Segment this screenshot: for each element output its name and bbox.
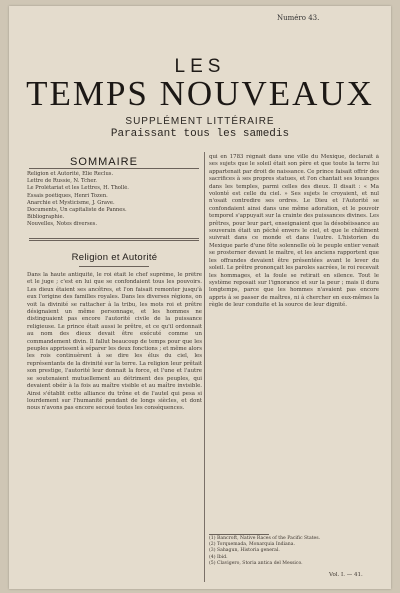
article-title: Religion et Autorité xyxy=(71,252,158,263)
divider xyxy=(29,240,199,241)
divider xyxy=(79,266,149,267)
footnote: (2) Torquemada, Monarquia Indiana. xyxy=(209,542,295,548)
masthead-frequency: Paraissant tous les samedis xyxy=(110,128,290,140)
footnote: (5) Clavigero, Storia antica del Messico. xyxy=(209,560,303,566)
sommaire-item: Religion et Autorité, Élie Reclus. xyxy=(27,171,114,177)
sommaire-item: Nouvelles, Notes diverses. xyxy=(27,221,97,228)
article-column-left: Dans la haute antiquité, le roi était le chef suprême, le prêtre et le juge ; c'est en lui que se confondaient tous les pouvoirs. Les dieux étaient ses ancêtres, et l'on faisait remonter jusqu'à eux l'origine des familles royales. Dans les diverses régions, on voit la divinité se rattacher à la tribu, les mots roi et prêtre désignaient un même personnage, et les hommes ne distinguaient pas encore l'autorité civile de la puissance religieuse. Le prince était aussi le prêtre, et ce qu'il ordonnait au nom des dieux devait être exécuté comme un commandement divin. Il fallut beaucoup de temps pour que les peuples apprissent à séparer les deux fonctions ; et même alors les rois continuèrent à se dire les élus du ciel, les représentants de la divinité sur la terre. La religion leur prêtait son prestige, l'autorité leur donnait la force, et l'une et l'autre se soutenaient mutuellement au détriment des peuples, qui devaient obéir à la fois au maître visible et au maître invisible. Ainsi s'établit cette alliance du trône et de l'autel qui pesa si lourdement sur l'humanité pendant de longs siècles, et dont nous n'avons pas encore secoué toutes les conséquences. xyxy=(27,272,202,412)
sommaire-item: Le Prolétariat et les Lettres, H. Thollé. xyxy=(27,185,129,192)
article-column-right: qui en 1783 régnait dans une ville du Mexique, déclarait à ses sujets que le soleil était son père et que toute la terre lui appartenait par droit de naissance. Ce prince faisait offrir des sacrifices à ses propres statues, et l'on chantait ses louanges dans les temples, parmi celles des dieux. Il disait : « Ma volonté est celle du ciel. » Ses sujets le croyaient, et nul n'osait contredire ses ordres. Le Dieu et l'Autorité se confondaient ainsi dans une même adoration, et le pouvoir temporel s'appuyait sur la crainte des puissances divines. Les prêtres, pour leur part, enseignaient que la désobéissance au souverain était un péché envers le ciel, et que le châtiment suivrait dans ce monde et dans l'autre. L'historien du Mexique parle d'une fête solennelle où le peuple entier venait se prosterner devant le maître, et les anciens rapportent que les offrandes devaient être présentées avant le lever du soleil. Le prêtre prononçait les paroles sacrées, le roi recevait les hommages, et la foule se retirait en silence. Tout le système reposait sur l'ignorance et sur la peur ; mais il dura longtemps, parce que les hommes n'avaient pas encore appris à se passer de maîtres, ni à chercher en eux-mêmes la règle de leur conduite et la source de leur dignité. xyxy=(209,154,379,309)
masthead-title: TEMPS NOUVEAUX xyxy=(26,74,374,113)
footnote: (4) Ibid. xyxy=(209,554,228,560)
divider xyxy=(29,168,199,169)
volume-number: Vol. I. — 41. xyxy=(329,572,363,578)
sommaire-item: Lettre de Russie, N. Tcher. xyxy=(27,178,97,185)
sommaire-item: Documents, Un capitaliste de Pannes. xyxy=(27,207,127,214)
masthead-supplement: SUPPLÉMENT LITTÉRAIRE xyxy=(125,116,275,127)
footnote: (3) Sahagun, Historia general. xyxy=(209,548,280,554)
sommaire-title: SOMMAIRE xyxy=(70,156,138,168)
divider xyxy=(29,238,199,239)
newspaper-page xyxy=(9,6,391,589)
sommaire-item: Bibliographie. xyxy=(27,214,65,221)
column-divider xyxy=(204,152,205,582)
footnotes xyxy=(209,536,379,567)
sommaire-item: Essais poétiques, Henri Tozen. xyxy=(27,192,108,199)
sommaire-list xyxy=(27,171,202,229)
sommaire-item: Anarchie et Mysticisme, J. Grave. xyxy=(27,199,115,206)
footnote: (1) Bancroft, Native Races of the Pacific States. xyxy=(209,536,321,541)
footnote-divider xyxy=(209,534,269,535)
issue-number: Numéro 43. xyxy=(277,14,320,22)
masthead-les: LES xyxy=(174,56,226,77)
